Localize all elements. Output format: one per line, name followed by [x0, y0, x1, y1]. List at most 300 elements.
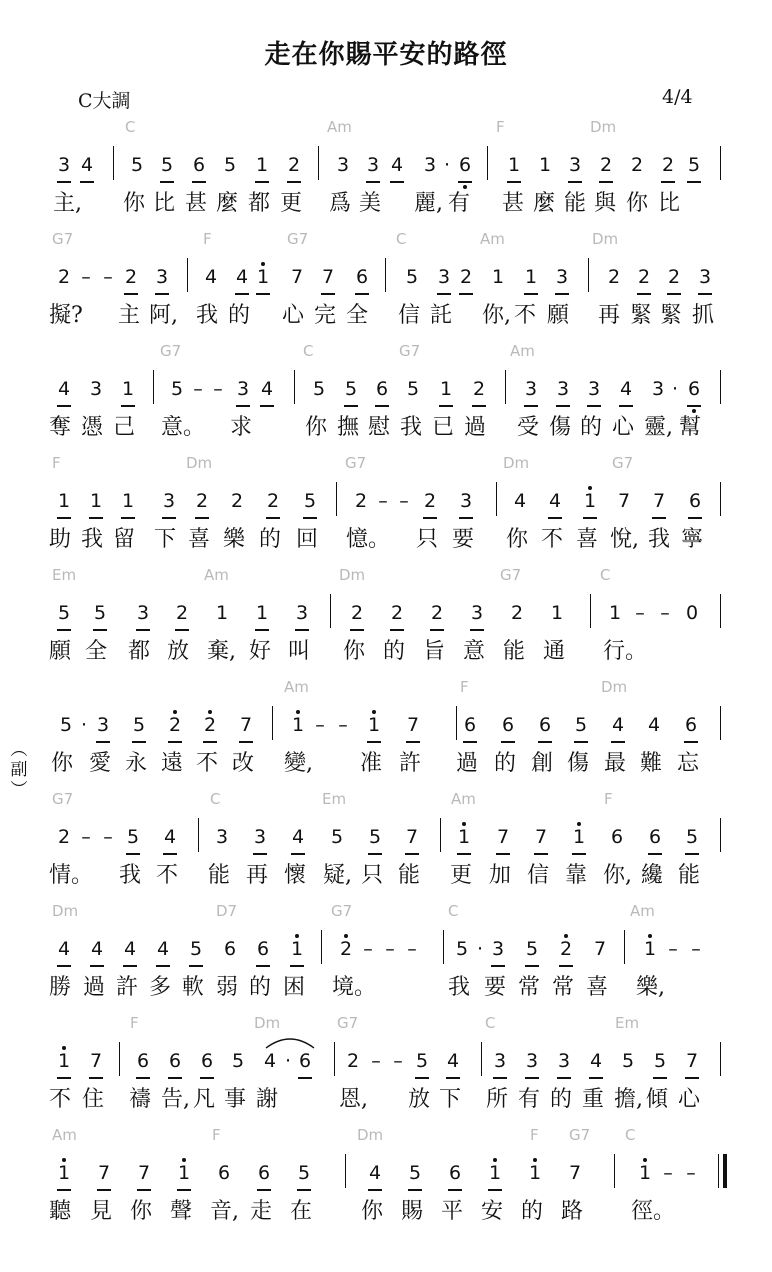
score-row: [0, 1126, 772, 1236]
lyric: 音,: [210, 1199, 239, 1224]
note: 7: [532, 824, 550, 850]
dot-mark: ·: [476, 938, 484, 960]
note: 1: [119, 376, 137, 402]
note: 5: [683, 824, 701, 850]
score-row: [0, 230, 772, 340]
lyric: 常: [518, 975, 541, 1000]
note: 5: [685, 152, 703, 178]
note: 4: [55, 936, 73, 962]
chord-symbol: C: [600, 566, 611, 584]
note: 4: [204, 266, 218, 288]
bar-line: [385, 258, 386, 292]
note: 1: [55, 488, 73, 514]
lyric: 你: [123, 191, 146, 216]
lyric: 抓: [692, 303, 715, 328]
chord-symbol: Am: [510, 342, 535, 360]
note: 4: [78, 152, 96, 178]
note: 2: [122, 264, 140, 290]
lyric: 能: [208, 863, 231, 888]
note: 6: [296, 1048, 314, 1074]
lyric: 你: [626, 191, 649, 216]
note: 3: [555, 1048, 573, 1074]
score-row: [0, 1014, 772, 1124]
note: 3: [234, 376, 252, 402]
lyric: 好: [249, 639, 272, 664]
note: 6: [223, 938, 237, 960]
note: 6: [166, 1048, 184, 1074]
lyric: 你: [361, 1199, 384, 1224]
note: 3: [457, 488, 475, 514]
lyric: 有: [448, 191, 471, 216]
note: 1: [175, 1160, 193, 1186]
note: 5: [366, 824, 384, 850]
lyric: 樂,: [636, 975, 665, 1000]
note: 1: [253, 152, 271, 178]
lyric: 最: [604, 751, 627, 776]
lyric: 擬?: [49, 303, 83, 328]
dash-mark: –: [393, 1050, 403, 1072]
lyric: 心: [282, 303, 305, 328]
lyric: 謝: [256, 1087, 279, 1112]
note: 6: [686, 488, 704, 514]
lyric: 許: [399, 751, 422, 776]
chord-symbol: C: [396, 230, 407, 248]
lyric: 忘: [677, 751, 700, 776]
lyric: 悅,: [610, 527, 639, 552]
lyric: 與: [594, 191, 617, 216]
lyric: 傷: [549, 415, 572, 440]
chord-symbol: Dm: [186, 454, 213, 472]
note: 6: [255, 1160, 273, 1186]
note: 3: [553, 264, 571, 290]
note: 2: [57, 826, 71, 848]
lyric: 甚: [185, 191, 208, 216]
lyric: 恩,: [339, 1087, 368, 1112]
note: 3: [522, 376, 540, 402]
note: 3: [364, 152, 382, 178]
lyric: 喜: [188, 527, 211, 552]
chord-symbol: C: [625, 1126, 636, 1144]
note: 2: [665, 264, 683, 290]
note: 5: [223, 154, 237, 176]
score-row: [0, 454, 772, 564]
lyric: 全: [85, 639, 108, 664]
note: 7: [494, 824, 512, 850]
lyric: 下: [439, 1087, 462, 1112]
lyric: 住: [82, 1087, 105, 1112]
note: 6: [446, 1160, 464, 1186]
note: 2: [285, 152, 303, 178]
note: 6: [190, 152, 208, 178]
bar-line: [294, 370, 295, 404]
chord-symbol: Am: [204, 566, 229, 584]
note: 1: [215, 602, 229, 624]
lyric: 靠: [565, 863, 588, 888]
note: 7: [568, 1162, 582, 1184]
bar-line: [272, 706, 273, 740]
chord-symbol: F: [212, 1126, 221, 1144]
lyric: 我: [400, 415, 423, 440]
note: 5: [187, 936, 205, 962]
note: 5: [342, 376, 360, 402]
lyric: 愛: [89, 751, 112, 776]
bar-line: [720, 706, 721, 740]
score-row: [0, 118, 772, 228]
note: 3: [435, 264, 453, 290]
note: 3: [134, 600, 152, 626]
note: 3: [153, 264, 171, 290]
lyric: 再: [598, 303, 621, 328]
lyric: 要: [452, 527, 475, 552]
note: 5: [406, 1160, 424, 1186]
lyric: 助: [49, 527, 72, 552]
note: 6: [685, 376, 703, 402]
lyric: 的: [580, 415, 603, 440]
chord-symbol: Em: [322, 790, 347, 808]
note: 3: [293, 600, 311, 626]
dash-mark: –: [81, 266, 91, 288]
bar-line: [345, 1154, 346, 1188]
chord-symbol: F: [530, 1126, 539, 1144]
section-label: ︵ 副 ︶: [10, 740, 28, 800]
lyric: 緊: [630, 303, 653, 328]
note: 4: [88, 936, 106, 962]
chord-symbol: F: [203, 230, 212, 248]
lyric: 寧: [681, 527, 704, 552]
note: 1: [570, 824, 588, 850]
lyric: 我: [448, 975, 471, 1000]
bar-line: [318, 146, 319, 180]
bar-line: [481, 1042, 482, 1076]
note: 4: [546, 488, 564, 514]
chord-symbol: G7: [569, 1126, 591, 1144]
note: 5: [330, 826, 344, 848]
chord-symbol: Dm: [339, 566, 366, 584]
lyric: 能: [564, 191, 587, 216]
note: 4: [444, 1048, 462, 1074]
lyric: 甚: [502, 191, 525, 216]
lyric: 安: [481, 1199, 504, 1224]
note: 1: [253, 600, 271, 626]
lyric: 創: [531, 751, 554, 776]
lyric: 難: [640, 751, 663, 776]
lyric: 憑: [81, 415, 104, 440]
note: 5: [455, 938, 469, 960]
chord-symbol: Dm: [601, 678, 628, 696]
note: 3: [468, 600, 486, 626]
bar-line: [336, 482, 337, 516]
dash-mark: –: [660, 602, 670, 624]
lyric: 賜: [401, 1199, 424, 1224]
note: 1: [526, 1160, 544, 1186]
note: 5: [413, 1048, 431, 1074]
note: 2: [348, 600, 366, 626]
bar-line: [720, 370, 721, 404]
dot-mark: ·: [671, 378, 679, 400]
note: 1: [455, 824, 473, 850]
chord-symbol: C: [303, 342, 314, 360]
lyric: 比: [658, 191, 681, 216]
note: 5: [572, 712, 590, 738]
song-title: 走在你賜平安的路徑: [264, 40, 508, 70]
note: 7: [403, 824, 421, 850]
lyric: 你: [51, 751, 74, 776]
time-signature: 4/4: [662, 86, 693, 108]
note: 7: [617, 490, 631, 512]
lyric: 再: [246, 863, 269, 888]
note: 4: [121, 936, 139, 962]
note: 1: [87, 488, 105, 514]
score-row: [0, 342, 772, 452]
note: 6: [134, 1048, 152, 1074]
note: 6: [217, 1162, 231, 1184]
lyric: 慰: [368, 415, 391, 440]
final-bar-line: [718, 1154, 719, 1188]
note: 2: [510, 602, 524, 624]
lyric: 過: [456, 751, 479, 776]
chord-symbol: C: [210, 790, 221, 808]
note: 7: [319, 264, 337, 290]
bar-line: [487, 146, 488, 180]
note: 2: [635, 264, 653, 290]
note: 4: [55, 376, 73, 402]
dash-mark: –: [371, 1050, 381, 1072]
note: 3: [160, 488, 178, 514]
lyric: 你: [305, 415, 328, 440]
lyric: 意。: [161, 415, 206, 440]
lyric: 不: [49, 1087, 72, 1112]
dash-mark: –: [635, 602, 645, 624]
lyric: 主,: [53, 191, 82, 216]
lyric: 行。: [603, 639, 648, 664]
key-signature: C大調: [78, 90, 131, 112]
note: 7: [683, 1048, 701, 1074]
note: 4: [609, 712, 627, 738]
lyric: 通: [543, 639, 566, 664]
score-row: [0, 902, 772, 1012]
lyric: 情。: [49, 863, 94, 888]
note: 5: [91, 600, 109, 626]
lyric: 能: [398, 863, 421, 888]
dash-mark: –: [103, 826, 113, 848]
lyric: 平: [441, 1199, 464, 1224]
lyric: 弱: [216, 975, 239, 1000]
lyric: 的: [259, 527, 282, 552]
lyric: 改: [232, 751, 255, 776]
lyric: 靈,: [644, 415, 673, 440]
bar-line: [720, 594, 721, 628]
note: 1: [608, 602, 622, 624]
note: 3: [696, 264, 714, 290]
note: 4: [388, 152, 406, 178]
bar-line: [187, 258, 188, 292]
note: 5: [130, 712, 148, 738]
note: 4: [289, 824, 307, 850]
chord-symbol: F: [496, 118, 505, 136]
bar-line: [321, 930, 322, 964]
lyric: 的: [494, 751, 517, 776]
dash-mark: –: [385, 938, 395, 960]
dash-mark: –: [103, 266, 113, 288]
chord-symbol: Am: [451, 790, 476, 808]
note: 6: [646, 824, 664, 850]
note: 5: [55, 600, 73, 626]
note: 2: [173, 600, 191, 626]
lyric: 我: [196, 303, 219, 328]
note: 5: [621, 1050, 635, 1072]
note: 4: [647, 714, 661, 736]
lyric: 疑,: [323, 863, 352, 888]
lyric: 麗,: [414, 191, 443, 216]
note: 5: [170, 378, 184, 400]
chord-symbol: C: [448, 902, 459, 920]
lyric: 你,: [603, 863, 632, 888]
chord-symbol: G7: [160, 342, 182, 360]
note: 5: [295, 1160, 313, 1186]
note: 5: [158, 152, 176, 178]
note: 6: [353, 264, 371, 290]
score-row: [0, 678, 772, 788]
lyric: 只: [416, 527, 439, 552]
note: 5: [523, 936, 541, 962]
dot-mark: ·: [284, 1050, 292, 1072]
note: 4: [161, 824, 179, 850]
dash-mark: –: [213, 378, 223, 400]
note: 1: [505, 152, 523, 178]
note: 2: [659, 152, 677, 178]
lyric: 我: [81, 527, 104, 552]
chord-symbol: C: [485, 1014, 496, 1032]
chord-symbol: Am: [327, 118, 352, 136]
lyric: 棄,: [207, 639, 236, 664]
lyric: 叫: [288, 639, 311, 664]
note: 1: [119, 488, 137, 514]
note: 4: [233, 264, 251, 290]
lyric: 意: [463, 639, 486, 664]
note: 1: [437, 376, 455, 402]
note: 0: [685, 602, 699, 624]
lyric: 放: [167, 639, 190, 664]
chord-symbol: Em: [615, 1014, 640, 1032]
note: 3: [55, 152, 73, 178]
lyric: 託: [430, 303, 453, 328]
lyric: 能: [678, 863, 701, 888]
lyric: 樂: [223, 527, 246, 552]
lyric: 幫: [679, 415, 702, 440]
lyric: 麼: [533, 191, 556, 216]
lyric: 有: [518, 1087, 541, 1112]
chord-symbol: G7: [331, 902, 353, 920]
lyric: 軟: [182, 975, 205, 1000]
lyric: 美: [359, 191, 382, 216]
dot-mark: ·: [80, 714, 88, 736]
chord-symbol: Dm: [592, 230, 619, 248]
note: 2: [264, 488, 282, 514]
chord-symbol: D7: [216, 902, 238, 920]
note: 1: [491, 266, 505, 288]
lyric: 的: [228, 303, 251, 328]
lyric: 求: [230, 415, 253, 440]
bar-line: [443, 930, 444, 964]
note: 3: [523, 1048, 541, 1074]
lyric: 我: [119, 863, 142, 888]
lyric: 信: [527, 863, 550, 888]
note: 7: [135, 1160, 153, 1186]
note: 1: [254, 264, 272, 290]
note: 3: [423, 154, 437, 176]
lyric: 聲: [170, 1199, 193, 1224]
lyric: 都: [248, 191, 271, 216]
lyric: 變,: [284, 751, 313, 776]
note: 3: [89, 378, 103, 400]
note: 5: [130, 154, 144, 176]
note: 2: [428, 600, 446, 626]
lyric: 擔,: [614, 1087, 643, 1112]
bar-line: [720, 146, 721, 180]
note: 4: [258, 376, 276, 402]
lyric: 路: [561, 1199, 584, 1224]
lyric: 麼: [216, 191, 239, 216]
dash-mark: –: [399, 490, 409, 512]
lyric: 重: [582, 1087, 605, 1112]
note: 2: [337, 936, 355, 962]
note: 2: [193, 488, 211, 514]
note: 6: [456, 152, 474, 178]
lyric: 過: [83, 975, 106, 1000]
note: 1: [365, 712, 383, 738]
note: 4: [263, 1050, 277, 1072]
lyric: 阿,: [149, 303, 178, 328]
lyric: 永: [125, 751, 148, 776]
lyric: 願: [547, 303, 570, 328]
bar-line: [456, 706, 457, 740]
bar-line: [330, 594, 331, 628]
chord-symbol: Dm: [590, 118, 617, 136]
chord-symbol: G7: [345, 454, 367, 472]
note: 6: [198, 1048, 216, 1074]
lyric: 遠: [161, 751, 184, 776]
bar-line: [720, 482, 721, 516]
lyric: 傾: [646, 1087, 669, 1112]
note: 2: [388, 600, 406, 626]
lyric: 留: [113, 527, 136, 552]
dash-mark: –: [691, 938, 701, 960]
lyric: 主: [118, 303, 141, 328]
note: 4: [366, 1160, 384, 1186]
note: 1: [538, 154, 552, 176]
lyric: 纔: [641, 863, 664, 888]
lyric: 只: [361, 863, 384, 888]
lyric: 的: [521, 1199, 544, 1224]
lyric: 撫: [337, 415, 360, 440]
bar-line: [590, 594, 591, 628]
chord-symbol: G7: [337, 1014, 359, 1032]
chord-symbol: G7: [52, 230, 74, 248]
lyric: 緊: [660, 303, 683, 328]
bar-line: [153, 370, 154, 404]
note: 2: [57, 266, 71, 288]
lyric: 你: [506, 527, 529, 552]
chord-symbol: F: [604, 790, 613, 808]
lyric: 徑。: [631, 1199, 676, 1224]
bar-line: [720, 1042, 721, 1076]
lyric: 全: [346, 303, 369, 328]
lyric: 比: [153, 191, 176, 216]
lyric: 更: [280, 191, 303, 216]
chord-symbol: Am: [52, 1126, 77, 1144]
note: 6: [610, 826, 624, 848]
lyric: 走: [250, 1199, 273, 1224]
